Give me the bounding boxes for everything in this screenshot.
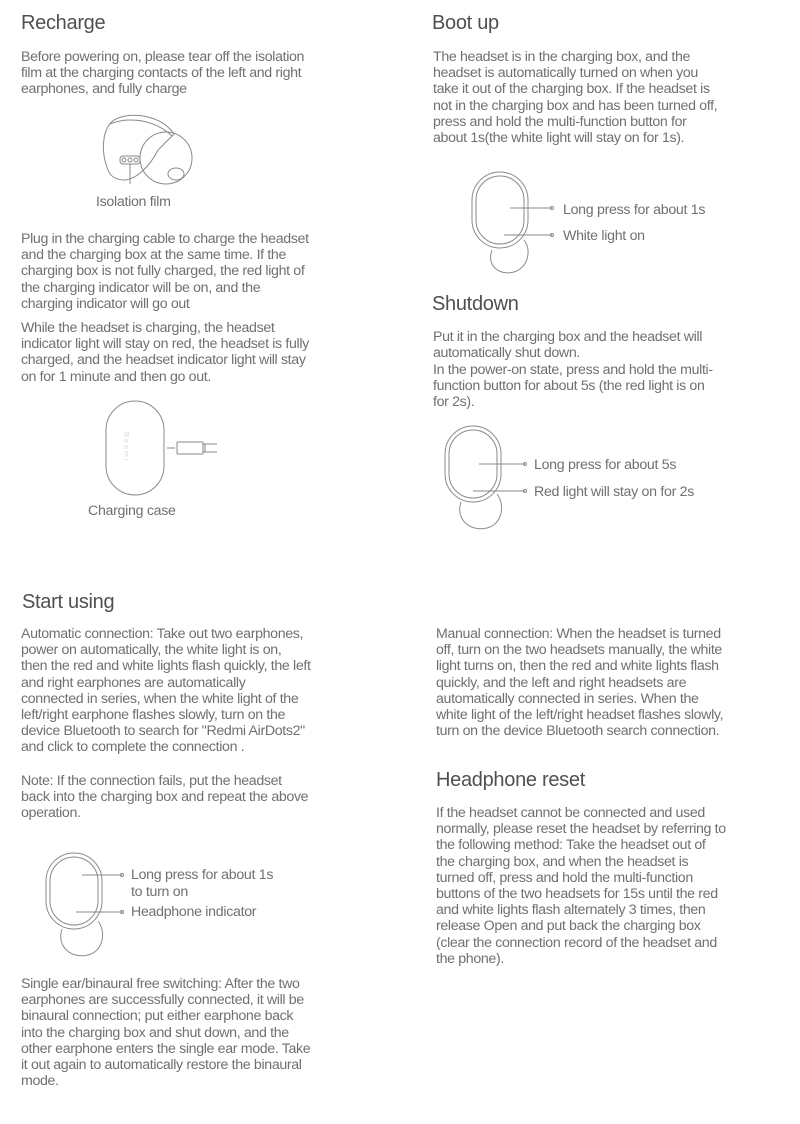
charging-case-caption: Charging case — [88, 503, 176, 519]
start-label-long-press: Long press for about 1s to turn on — [131, 867, 274, 900]
ear-tip — [140, 132, 192, 184]
shutdown-label-red-light: Red light will stay on for 2s — [534, 484, 695, 500]
earbud-shutdown-illustration — [443, 424, 533, 529]
earbud-boot-illustration — [470, 170, 560, 275]
shutdown-text-2: In the power-on state, press and hold the multi-function button for about 5s (the red light is on for 2s). — [433, 362, 713, 411]
headphone-reset-title: Headphone reset — [436, 769, 585, 791]
usb-connector — [177, 442, 203, 454]
earbud-start-illustration — [44, 851, 134, 956]
recharge-para-1: Plug in the charging cable to charge the headset and the charging box at the same time. If the charging box is not fully charged, the red light of the charging indicator will be on, and the charging indicator will go out — [21, 231, 309, 312]
earbud-body — [103, 115, 174, 180]
boot-up-text: The headset is in the charging box, and the headset is automatically turned on when you take it out of the charging box. If the headset is not in the charging box and has been turned off, press and hold the multi-function button for about 1s(the white light will stay on for 1s). — [433, 49, 718, 147]
manual-connection-text: Manual connection: When the headset is turned off, turn on the two headsets manually, the white light turns on, then the red and white lights flash quickly, and the left and right headsets are automatically connected in series. When the white light of the left/right headset flashes slowly, turn on the device Bluetooth search connection. — [436, 626, 724, 740]
connection-note-text: Note: If the connection fails, put the headset back into the charging box and repeat the above operation. — [21, 773, 309, 822]
start-using-title: Start using — [22, 591, 115, 613]
charging-contacts — [120, 156, 140, 164]
automatic-connection-text: Automatic connection: Take out two earphones, power on automatically, the white light is on, then the red and white lights flash quickly, the left and right earphones are automatically connected in series, when the white light of the left/right earphone flashes slowly, turn on the device Bluetooth to search for "Redmi AirDots2" and click to complete the connection . — [21, 626, 311, 756]
boot-label-white-light: White light on — [563, 228, 645, 244]
headphone-reset-text: If the headset cannot be connected and used normally, please reset the headset by referring to the following method: Take the headset out of the charging box, and when the headset is turned off, press and hold the multi-function buttons of the two headsets for 15s until the red and white lights flash alternately 3 times, then release Open and put back the charging box (clear the connection record of the headset and the phone). — [436, 805, 726, 967]
recharge-para-2: While the headset is charging, the headset indicator light will stay on red, the headset is fully charged, and the headset indicator light will stay on for 1 minute and then go out. — [21, 320, 309, 385]
recharge-title: Recharge — [21, 12, 106, 34]
isolation-film-caption: Isolation film — [96, 194, 171, 210]
shutdown-title: Shutdown — [432, 293, 519, 315]
case-logo: Redmi — [122, 432, 129, 463]
case-body — [106, 401, 164, 495]
shutdown-text-1: Put it in the charging box and the headset will automatically shut down. — [433, 329, 703, 362]
recharge-intro: Before powering on, please tear off the isolation film at the charging contacts of the left and right earphones, and fully charge — [21, 49, 305, 98]
earbud-inner-line — [110, 120, 172, 136]
boot-label-long-press: Long press for about 1s — [563, 202, 706, 218]
ear-tip-nozzle — [168, 168, 184, 180]
single-ear-switching-text: Single ear/binaural free switching: After the two earphones are successfully connected, it will be binaural connection; put either earphone back into the charging box and shut down, and the other earphone enters the single ear mode. Take it out again to automatically restore the binaural mode. — [21, 976, 311, 1090]
boot-up-title: Boot up — [432, 12, 499, 34]
start-label-headphone-indicator: Headphone indicator — [131, 904, 257, 920]
earbud-isolation-film-illustration — [100, 110, 200, 190]
shutdown-label-long-press: Long press for about 5s — [534, 457, 677, 473]
